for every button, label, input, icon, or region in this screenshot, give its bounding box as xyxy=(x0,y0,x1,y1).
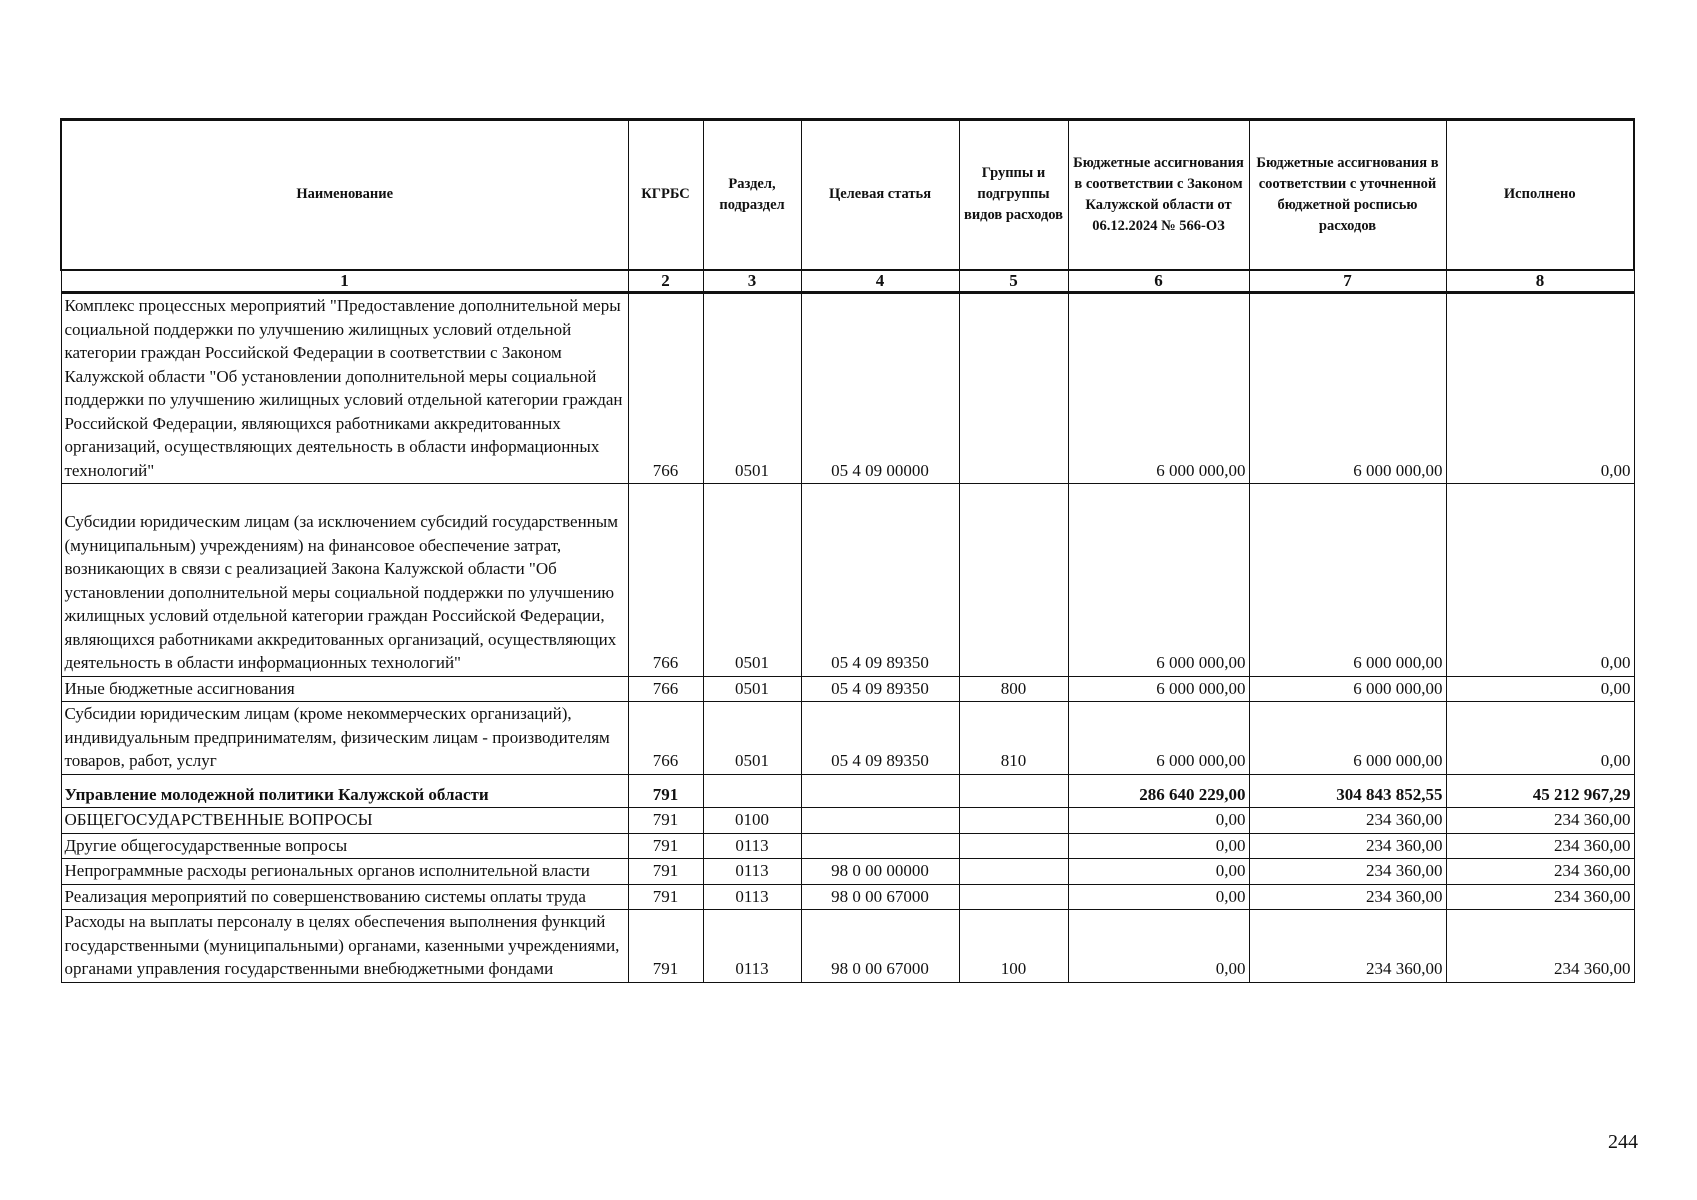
column-number: 7 xyxy=(1249,270,1446,293)
column-number-row xyxy=(61,270,1634,293)
row-group: 100 xyxy=(959,910,1068,983)
row-law: 6 000 000,00 xyxy=(1068,484,1249,677)
row-target: 05 4 09 89350 xyxy=(801,676,959,702)
row-group xyxy=(959,774,1068,808)
row-law: 0,00 xyxy=(1068,884,1249,910)
row-kgrbs: 791 xyxy=(628,808,703,834)
row-refined: 6 000 000,00 xyxy=(1249,484,1446,677)
row-refined: 6 000 000,00 xyxy=(1249,702,1446,775)
budget-table xyxy=(60,118,1635,983)
row-law: 6 000 000,00 xyxy=(1068,293,1249,484)
row-refined: 6 000 000,00 xyxy=(1249,293,1446,484)
row-law: 6 000 000,00 xyxy=(1068,702,1249,775)
row-kgrbs: 791 xyxy=(628,859,703,885)
row-group xyxy=(959,293,1068,484)
row-name: Субсидии юридическим лицам (кроме некоммерческих организаций), индивидуальным предпринимателям, физическим лицам - производителям товаров, работ, услуг xyxy=(61,702,628,775)
row-refined: 6 000 000,00 xyxy=(1249,676,1446,702)
row-section: 0501 xyxy=(703,293,801,484)
row-name: Субсидии юридическим лицам (за исключением субсидий государственным (муниципальным) учреждениям) на финансовое обеспечение затрат, возникающих в связи с реализацией Закона Калужской области "Об установлении дополнительной меры социальной поддержки по улучшению жилищных условий отдельной категории граждан Российской Федерации, являющихся работниками аккредитованных организаций, осуществляющих деятельность в области информационных технологий" xyxy=(61,484,628,677)
row-name: Другие общегосударственные вопросы xyxy=(61,833,628,859)
row-name: Иные бюджетные ассигнования xyxy=(61,676,628,702)
row-target xyxy=(801,833,959,859)
row-target: 98 0 00 67000 xyxy=(801,884,959,910)
row-kgrbs: 766 xyxy=(628,293,703,484)
row-target: 98 0 00 00000 xyxy=(801,859,959,885)
row-section: 0113 xyxy=(703,910,801,983)
table-row xyxy=(61,833,1634,859)
header-refined: Бюджетные ассигнования в соответствии с уточненной бюджетной росписью расходов xyxy=(1249,120,1446,271)
row-group xyxy=(959,859,1068,885)
table-row xyxy=(61,676,1634,702)
row-refined: 234 360,00 xyxy=(1249,833,1446,859)
row-kgrbs: 791 xyxy=(628,910,703,983)
table-row xyxy=(61,808,1634,834)
row-section: 0501 xyxy=(703,484,801,677)
row-law: 0,00 xyxy=(1068,808,1249,834)
row-section: 0100 xyxy=(703,808,801,834)
row-law: 286 640 229,00 xyxy=(1068,774,1249,808)
row-section: 0113 xyxy=(703,859,801,885)
row-section: 0113 xyxy=(703,833,801,859)
row-group: 800 xyxy=(959,676,1068,702)
row-executed: 234 360,00 xyxy=(1446,808,1634,834)
table-row xyxy=(61,910,1634,983)
row-name: Управление молодежной политики Калужской области xyxy=(61,774,628,808)
row-executed: 0,00 xyxy=(1446,702,1634,775)
row-refined: 234 360,00 xyxy=(1249,884,1446,910)
header-target: Целевая статья xyxy=(801,120,959,271)
row-kgrbs: 766 xyxy=(628,702,703,775)
header-name: Наименование xyxy=(61,120,628,271)
row-executed: 234 360,00 xyxy=(1446,884,1634,910)
row-law: 0,00 xyxy=(1068,859,1249,885)
row-section: 0501 xyxy=(703,676,801,702)
row-executed: 0,00 xyxy=(1446,484,1634,677)
column-number: 3 xyxy=(703,270,801,293)
row-kgrbs: 791 xyxy=(628,774,703,808)
row-refined: 234 360,00 xyxy=(1249,910,1446,983)
table-row xyxy=(61,484,1634,677)
row-kgrbs: 791 xyxy=(628,884,703,910)
page-number: 244 xyxy=(1608,1131,1638,1153)
header-row xyxy=(61,120,1634,271)
header-executed: Исполнено xyxy=(1446,120,1634,271)
row-kgrbs: 791 xyxy=(628,833,703,859)
header-kgrbs: КГРБС xyxy=(628,120,703,271)
row-target: 05 4 09 00000 xyxy=(801,293,959,484)
column-number: 1 xyxy=(61,270,628,293)
row-target: 05 4 09 89350 xyxy=(801,484,959,677)
row-group: 810 xyxy=(959,702,1068,775)
row-target: 05 4 09 89350 xyxy=(801,702,959,775)
header-law: Бюджетные ассигнования в соответствии с Законом Калужской области от 06.12.2024 № 566-ОЗ xyxy=(1068,120,1249,271)
row-group xyxy=(959,808,1068,834)
table-row xyxy=(61,293,1634,484)
column-number: 2 xyxy=(628,270,703,293)
row-executed: 0,00 xyxy=(1446,293,1634,484)
row-executed: 234 360,00 xyxy=(1446,910,1634,983)
row-section: 0113 xyxy=(703,884,801,910)
row-executed: 234 360,00 xyxy=(1446,859,1634,885)
header-section: Раздел, подраздел xyxy=(703,120,801,271)
row-section: 0501 xyxy=(703,702,801,775)
row-target: 98 0 00 67000 xyxy=(801,910,959,983)
row-law: 0,00 xyxy=(1068,910,1249,983)
row-group xyxy=(959,833,1068,859)
row-executed: 234 360,00 xyxy=(1446,833,1634,859)
row-refined: 234 360,00 xyxy=(1249,859,1446,885)
row-group xyxy=(959,484,1068,677)
row-kgrbs: 766 xyxy=(628,676,703,702)
row-law: 0,00 xyxy=(1068,833,1249,859)
column-number: 8 xyxy=(1446,270,1634,293)
row-kgrbs: 766 xyxy=(628,484,703,677)
row-law: 6 000 000,00 xyxy=(1068,676,1249,702)
row-name: ОБЩЕГОСУДАРСТВЕННЫЕ ВОПРОСЫ xyxy=(61,808,628,834)
row-refined: 234 360,00 xyxy=(1249,808,1446,834)
table-row xyxy=(61,884,1634,910)
row-name: Комплекс процессных мероприятий "Предоставление дополнительной меры социальной поддержки по улучшению жилищных условий отдельной категории граждан Российской Федерации в соответствии с Законом Калужской области "Об установлении дополнительной меры социальной поддержки по улучшению жилищных условий отдельной категории граждан Российской Федерации, являющихся работниками аккредитованных организаций, осуществляющих деятельность в области информационных технологий" xyxy=(61,293,628,484)
row-name: Непрограммные расходы региональных органов исполнительной власти xyxy=(61,859,628,885)
row-target xyxy=(801,808,959,834)
row-section xyxy=(703,774,801,808)
header-group: Группы и подгруппы видов расходов xyxy=(959,120,1068,271)
column-number: 5 xyxy=(959,270,1068,293)
row-refined: 304 843 852,55 xyxy=(1249,774,1446,808)
table-row xyxy=(61,774,1634,808)
row-name: Расходы на выплаты персоналу в целях обеспечения выполнения функций государственными (муниципальными) органами, казенными учреждениями, органами управления государственными внебюджетными фондами xyxy=(61,910,628,983)
row-target xyxy=(801,774,959,808)
table-row xyxy=(61,859,1634,885)
row-executed: 0,00 xyxy=(1446,676,1634,702)
column-number: 6 xyxy=(1068,270,1249,293)
column-number: 4 xyxy=(801,270,959,293)
row-name: Реализация мероприятий по совершенствованию системы оплаты труда xyxy=(61,884,628,910)
row-executed: 45 212 967,29 xyxy=(1446,774,1634,808)
row-group xyxy=(959,884,1068,910)
table-row xyxy=(61,702,1634,775)
